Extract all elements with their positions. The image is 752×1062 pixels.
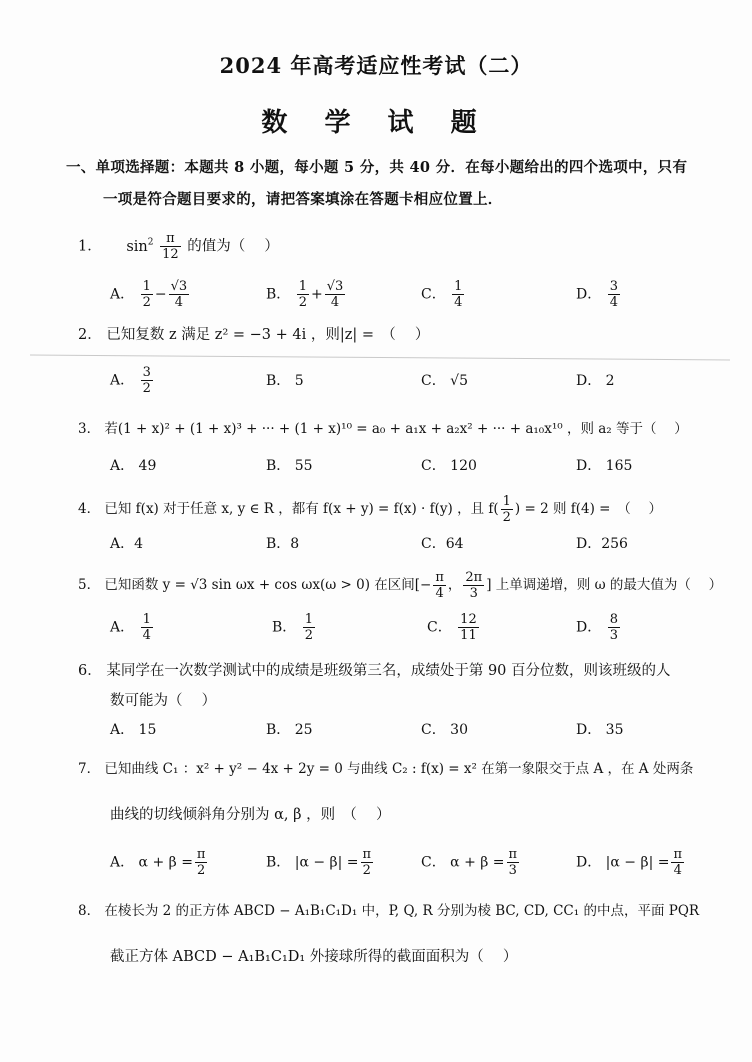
question-8-line1: 8． 在棱长为 2 的正方体 ABCD − A₁B₁C₁D₁ 中，P, Q, R 分别为棱 BC, CD, CC₁ 的中点，平面 PQR	[78, 903, 700, 919]
q4-option-d: D．256	[576, 536, 628, 552]
question-6-line1: 6． 某同学在一次数学测试中的成绩是班级第三名，成绩处于第 90 百分位数，则该班级的人	[78, 663, 671, 679]
q4-option-b: B．8	[266, 536, 300, 552]
q5-option-c: C． $\frac{12}{11}$	[427, 612, 477, 643]
q6-option-b: B． 25	[266, 722, 313, 738]
q7-option-b: B． |α − β| = $\frac{\pi}{2}$	[266, 847, 372, 878]
q5-option-d: D． $\frac{8}{3}$	[576, 612, 618, 643]
q1-option-c: C． $\frac{1}{4}$	[421, 279, 463, 310]
q2-option-c: C． √5	[421, 373, 468, 389]
q1-option-a: A． $\frac{1}{2}$ − $\frac{√3}{4}$	[110, 279, 188, 310]
q1-option-d: D． $\frac{3}{4}$	[576, 279, 618, 310]
fraction: $\frac{\pi}{12}$	[162, 231, 179, 262]
q2-option-a: A． $\frac{3}{2}$	[110, 365, 151, 396]
q5-option-b: B． $\frac{1}{2}$	[272, 612, 314, 643]
q6-option-c: C． 30	[421, 722, 468, 738]
question-7-line2: 曲线的切线倾斜角分别为 α, β ，则 （ ）	[110, 807, 391, 823]
question-5: 5． 已知函数 y = √3 sin ωx + cos ωx(ω > 0) 在区间[− $\frac{\pi}{4}$ ， $\frac{2\pi}{3}$ ] 上单调递增，则 ω 的最大值为（ ）	[78, 570, 723, 601]
question-3: 3． 若(1 + x)² + (1 + x)³ + ··· + (1 + x)¹⁰ = a₀ + a₁x + a₂x² + ··· + a₁₀x¹⁰ ，则 a₂ 等于（ ）	[78, 421, 688, 437]
section-instructions-line2: 一项是符合题目要求的，请把答案填涂在答题卡相应位置上．	[103, 191, 503, 208]
q7-option-d: D． |α − β| = $\frac{\pi}{4}$	[576, 847, 683, 878]
section-instructions-line1: 一、单项选择题：本题共 8 小题，每小题 5 分，共 40 分．在每小题给出的四个选项中，只有	[66, 159, 688, 176]
q6-option-a: A． 15	[110, 722, 157, 738]
question-2: 2． 已知复数 z 满足 z² = −3 + 4i ，则|z| = （ ）	[78, 327, 430, 343]
q3-option-c: C． 120	[421, 458, 477, 474]
q3-option-b: B． 55	[266, 458, 313, 474]
question-4: 4． 已知 f(x) 对于任意 x, y ∈ R ，都有 f(x + y) = f(x) · f(y) ，且 f( $\frac{1}{2}$ ) = 2 则 f(4) = （ ）	[78, 494, 663, 525]
exam-title: 2024 年高考适应性考试（二）	[219, 53, 533, 78]
q6-option-d: D． 35	[576, 722, 624, 738]
question-1: 1． $\sin^2$ $\frac{\pi}{12}$ 的值为（ ）	[78, 231, 279, 262]
question-number: 1．	[78, 238, 102, 255]
q3-option-d: D． 165	[576, 458, 633, 474]
q4-option-a: A．4	[110, 536, 144, 552]
q5-option-a: A． $\frac{1}{4}$	[110, 612, 151, 643]
q7-option-c: C． α + β = $\frac{\pi}{3}$	[421, 847, 518, 878]
scan-artifact-line	[30, 355, 730, 361]
q2-option-b: B． 5	[266, 373, 304, 389]
q3-option-a: A． 49	[110, 458, 157, 474]
q1-option-b: B． $\frac{1}{2}$ + $\frac{√3}{4}$	[266, 279, 344, 310]
q7-option-a: A． α + β = $\frac{\pi}{2}$	[110, 847, 206, 878]
subject-title: 数 学 试 题	[261, 108, 491, 138]
question-7-line1: 7． 已知曲线 C₁ ：x² + y² − 4x + 2y = 0 与曲线 C₂ : f(x) = x² 在第一象限交于点 A ，在 A 处两条	[78, 761, 694, 777]
question-8-line2: 截正方体 ABCD − A₁B₁C₁D₁ 外接球所得的截面面积为（ ）	[110, 949, 518, 965]
question-6-line2: 数可能为（ ）	[110, 693, 217, 709]
q2-option-d: D． 2	[576, 373, 615, 389]
q4-option-c: C．64	[421, 536, 464, 552]
